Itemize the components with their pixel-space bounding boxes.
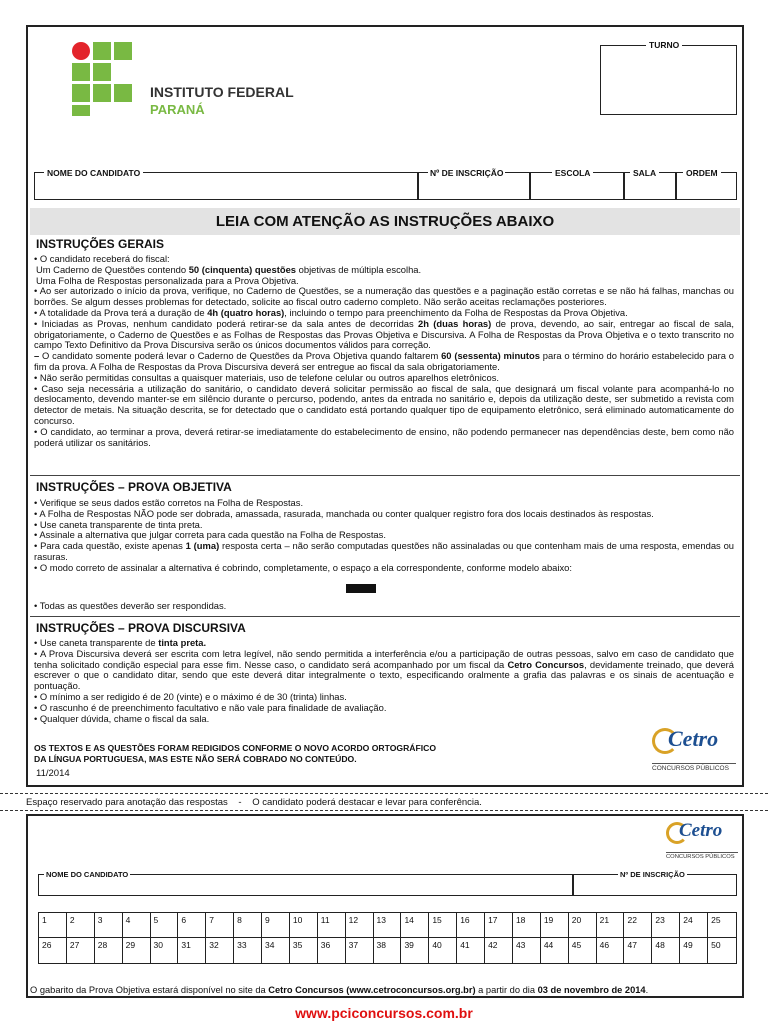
- answer-cell-31[interactable]: 31: [178, 938, 206, 963]
- list-item: • Não serão permitidas consultas a quaisquer materiais, uso de telefone celular ou outros aparelhos eletrônicos.: [34, 371, 500, 383]
- answer-cell-35[interactable]: 35: [290, 938, 318, 963]
- date-code: 11/2014: [36, 768, 70, 779]
- answer-cell-24[interactable]: 24: [680, 913, 708, 938]
- answer-cell-43[interactable]: 43: [513, 938, 541, 963]
- list-item: – O candidato somente poderá levar o Caderno de Questões da Prova Objetiva quando faltarem 60 (sessenta) minutos para o término do horário estabelecido para o fim da prova. A Folha de Respostas da Prova Discursiva deverá ser entregue ao fiscal da sala obrigatoriamente.: [34, 350, 734, 372]
- essay-instructions-title: INSTRUÇÕES – PROVA DISCURSIVA: [36, 621, 246, 635]
- cut-line-bottom: [0, 810, 768, 811]
- answer-cell-40[interactable]: 40: [429, 938, 457, 963]
- answer-cell-37[interactable]: 37: [346, 938, 374, 963]
- cetro-name: Cetro: [679, 820, 723, 841]
- answer-cell-4[interactable]: 4: [123, 913, 151, 938]
- list-item: • O candidato, ao terminar a prova, deverá retirar-se imediatamente do estabelecimento de ensino, não podendo permanecer nas dependências deste, bem como não poderá utilizar os sanitários.: [34, 425, 734, 448]
- list-item: Um Caderno de Questões contendo 50 (cinquenta) questões objetivas de múltipla escolha.: [36, 263, 422, 275]
- answer-cell-18[interactable]: 18: [513, 913, 541, 938]
- answer-cell-33[interactable]: 33: [234, 938, 262, 963]
- answer-cell-50[interactable]: 50: [711, 940, 721, 950]
- answer-cell-46[interactable]: 46: [597, 938, 625, 963]
- institution-state: PARANÁ: [150, 102, 205, 117]
- answer-cell-3[interactable]: 3: [95, 913, 123, 938]
- cetro-name: Cetro: [668, 726, 719, 751]
- cut-caption-sep: -: [238, 797, 242, 808]
- answer-cell-36[interactable]: 36: [318, 938, 346, 963]
- answer-cell-11[interactable]: 11: [318, 913, 346, 938]
- cetro-logo: [648, 724, 738, 776]
- inscricao-label: Nº DE INSCRIÇÃO: [430, 168, 504, 178]
- cetro-logo-stub: [662, 818, 740, 864]
- answer-cell-44[interactable]: 44: [541, 938, 569, 963]
- list-item: • Use caneta transparente de tinta preta.: [34, 518, 203, 530]
- answer-cell-8[interactable]: 8: [234, 913, 262, 938]
- answer-cell-9[interactable]: 9: [262, 913, 290, 938]
- answer-cell-41[interactable]: 41: [457, 938, 485, 963]
- list-item: • O rascunho é de preenchimento facultativo e não vale para finalidade de avaliação.: [34, 701, 387, 713]
- answer-cell-48[interactable]: 48: [652, 938, 680, 963]
- objective-instructions-text: [34, 498, 734, 574]
- answer-cell-38[interactable]: 38: [374, 938, 402, 963]
- ordem-label: ORDEM: [683, 168, 721, 178]
- escola-label: ESCOLA: [552, 168, 593, 178]
- answer-cell-5[interactable]: 5: [151, 913, 179, 938]
- list-item: • Qualquer dúvida, chame o fiscal da sala.: [34, 712, 210, 724]
- stub-name-label: NOME DO CANDIDATO: [46, 870, 129, 879]
- answer-cell-34[interactable]: 34: [262, 938, 290, 963]
- website-link[interactable]: www.pciconcursos.com.br: [295, 1005, 473, 1021]
- answer-cell-15[interactable]: 15: [429, 913, 457, 938]
- answer-cell-21[interactable]: 21: [597, 913, 625, 938]
- answer-cell-26[interactable]: 26: [39, 938, 67, 963]
- list-item: • O modo correto de assinalar a alternativa é cobrindo, completamente, o espaço a ela correspondente, conforme modelo abaixo:: [34, 561, 572, 573]
- footer-cetro-link[interactable]: Cetro Concursos (www.cetroconcursos.org.br): [268, 985, 476, 995]
- answer-grid: [38, 912, 737, 964]
- list-item: • Assinale a alternativa que julgar correta para cada questão na Folha de Respostas.: [34, 529, 386, 541]
- answer-cell-6[interactable]: 6: [178, 913, 206, 938]
- list-item: • Para cada questão, existe apenas 1 (uma) resposta certa – não serão computadas questões não assinaladas ou que contenham mais de uma resposta, emendas ou rasuras.: [34, 540, 735, 562]
- cut-caption-right: O candidato poderá destacar e levar para conferência.: [252, 797, 482, 808]
- answer-cell-13[interactable]: 13: [374, 913, 402, 938]
- essay-instructions-text: [34, 638, 734, 724]
- answer-cell-28[interactable]: 28: [95, 938, 123, 963]
- list-item: • O candidato receberá do fiscal:: [34, 253, 170, 264]
- answer-cell-42[interactable]: 42: [485, 938, 513, 963]
- instituto-federal-logo: [72, 42, 132, 116]
- answer-cell-45[interactable]: 45: [569, 938, 597, 963]
- general-instructions-text: [34, 254, 734, 448]
- list-item: • O mínimo a ser redigido é de 20 (vinte) e o máximo é de 30 (trinta) linhas.: [34, 690, 347, 702]
- objective-instructions-title: INSTRUÇÕES – PROVA OBJETIVA: [36, 480, 232, 494]
- filled-answer-example: [346, 584, 376, 593]
- cut-line-caption: [26, 797, 482, 808]
- list-item: • A Prova Discursiva deverá ser escrita com letra legível, não sendo permitida a interferência e/ou a participação de outras pessoas, salvo em caso de candidato que tenha solicitado condição especial para esse fim. Nesse caso, o candidato será acompanhado por um fiscal da Cetro Concursos, devidamente treinado, que deverá escrever o que o candidato ditar, sendo que este deverá ditar integralmente o texto, especificando oralmente a grafia das palavras e os sinais de acentuação e pontuação.: [34, 647, 734, 692]
- list-item: • A Folha de Respostas NÃO pode ser dobrada, amassada, rasurada, manchada ou conter qualquer registro fora dos locais destinados às respostas.: [34, 507, 654, 519]
- institution-name: INSTITUTO FEDERAL: [150, 84, 294, 100]
- list-item: • Iniciadas as Provas, nenhum candidato poderá retirar-se da sala antes de decorridas 2h (duas horas) de prova, devendo, ao sair, entregar ao fiscal de sala, obrigatoriamente, o Caderno de Questões e as Folhas de Respostas das Provas Objetiva e Discursiva. A Folha de Respostas da Prova Objetiva e o texto transcrito no campo Texto Definitivo da Prova Discursiva serão os únicos documentos válidos para correção.: [34, 317, 735, 351]
- answer-cell-49[interactable]: 49: [680, 938, 708, 963]
- section-divider: [30, 616, 740, 617]
- turno-box[interactable]: [600, 45, 737, 115]
- cut-caption-left: Espaço reservado para anotação das respostas: [26, 797, 228, 808]
- answer-cell-12[interactable]: 12: [346, 913, 374, 938]
- stub-frame: [26, 814, 744, 998]
- answer-cell-16[interactable]: 16: [457, 913, 485, 938]
- general-instructions-title: INSTRUÇÕES GERAIS: [36, 237, 165, 251]
- list-item: • Verifique se seus dados estão corretos na Folha de Respostas.: [34, 497, 304, 508]
- candidate-name-label: NOME DO CANDIDATO: [44, 168, 143, 178]
- answer-cell-23[interactable]: 23: [652, 913, 680, 938]
- list-item: • Ao ser autorizado o início da prova, verifique, no Caderno de Questões, se a numeração das questões e a paginação estão corretas e se não há falhas, manchas ou borrões. Se algum desses problemas for detectado, solicite ao fiscal outro caderno completo. Não serão aceitas reclamações posteriores.: [34, 285, 734, 308]
- sala-label: SALA: [630, 168, 659, 178]
- footer-text: .: [645, 985, 649, 995]
- objective-final-item: • Todas as questões deverão ser respondidas.: [34, 600, 227, 611]
- answer-cell-2[interactable]: 2: [67, 913, 95, 938]
- turno-label: TURNO: [646, 40, 682, 50]
- answer-cell-10[interactable]: 10: [290, 913, 318, 938]
- answer-cell-14[interactable]: 14: [401, 913, 429, 938]
- stub-inscricao-label: Nº DE INSCRIÇÃO: [620, 870, 685, 879]
- answer-cell-7[interactable]: 7: [206, 913, 234, 938]
- answer-cell-20[interactable]: 20: [569, 913, 597, 938]
- answer-cell-32[interactable]: 32: [206, 938, 234, 963]
- cetro-subtitle: CONCURSOS PÚBLICOS: [652, 765, 729, 772]
- footer-text: O gabarito da Prova Objetiva estará disponível no site da: [30, 985, 269, 995]
- notice-line-2: DA LÍNGUA PORTUGUESA, MAS ESTE NÃO SERÁ COBRADO NO CONTEÚDO.: [34, 754, 357, 764]
- section-divider: [30, 475, 740, 476]
- answer-cell-17[interactable]: 17: [485, 913, 513, 938]
- cut-line-top: [0, 793, 768, 794]
- answer-cell-22[interactable]: 22: [624, 913, 652, 938]
- list-item: Uma Folha de Respostas personalizada para a Prova Objetiva.: [36, 274, 299, 286]
- list-item: • Use caneta transparente de tinta preta.: [34, 637, 207, 648]
- notice-line-1: OS TEXTOS E AS QUESTÕES FORAM REDIGIDOS CONFORME O NOVO ACORDO ORTOGRÁFICO: [34, 743, 437, 753]
- list-item: • A totalidade da Prova terá a duração de 4h (quatro horas), incluindo o tempo para preenchimento da Folha de Respostas da Prova Objetiva.: [34, 306, 628, 318]
- answer-cell-1[interactable]: 1: [39, 913, 67, 938]
- cetro-subtitle: CONCURSOS PÚBLICOS: [666, 854, 735, 860]
- answer-cell-39[interactable]: 39: [401, 938, 429, 963]
- footer-text: a partir do dia: [475, 985, 538, 995]
- answer-cell-29[interactable]: 29: [123, 938, 151, 963]
- footer-date: 03 de novembro de 2014: [537, 985, 646, 995]
- answer-cell-25[interactable]: 25: [708, 913, 736, 938]
- stub-footer: [30, 985, 740, 995]
- answer-cell-30[interactable]: 30: [151, 938, 179, 963]
- answer-cell-27[interactable]: 27: [67, 938, 95, 963]
- answer-cell-47[interactable]: 47: [624, 938, 652, 963]
- list-item: • Caso seja necessária a utilização do sanitário, o candidato deverá solicitar permissão ao fiscal de sala, que designará um fiscal volante para acompanhá-lo no deslocamento, devendo manter-se em silêncio durante o percurso, podendo, antes da entrada no sanitário e, depois da utilização deste, ser submetido a revista com detector de metais. Na situação descrita, se for detectado que o candidato está portando qualquer tipo de equipamento eletrônico, será eliminado automaticamente do concurso.: [34, 382, 734, 426]
- orthographic-notice: [34, 743, 436, 765]
- answer-cell-19[interactable]: 19: [541, 913, 569, 938]
- instructions-title: LEIA COM ATENÇÃO AS INSTRUÇÕES ABAIXO: [30, 208, 740, 235]
